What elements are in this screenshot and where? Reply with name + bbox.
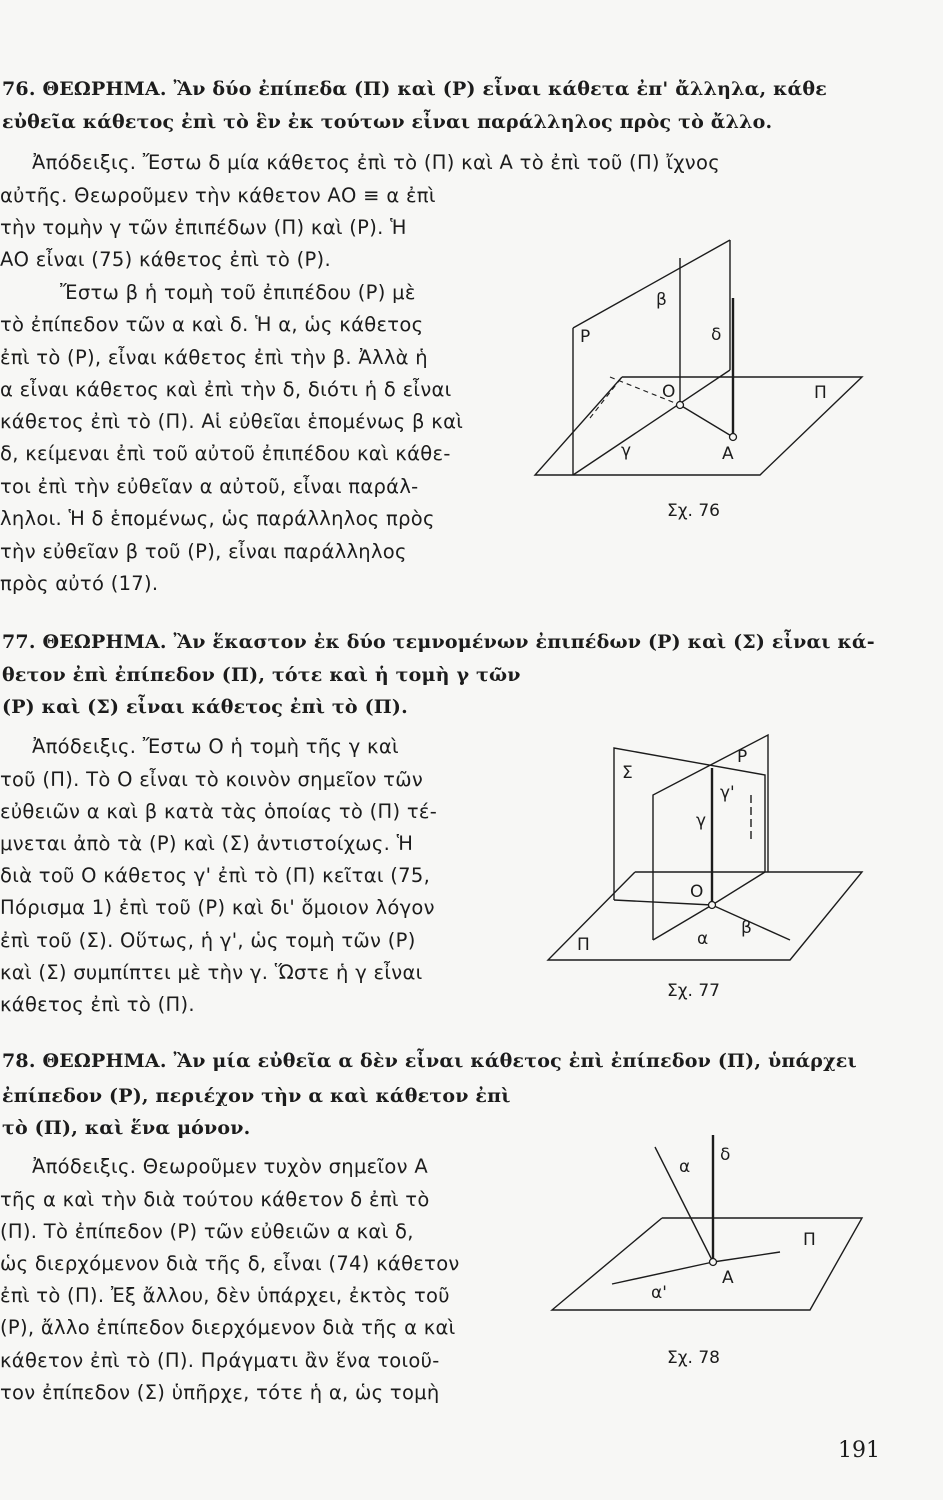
figure-78-point-a — [710, 1259, 717, 1266]
proof-77-line: διὰ τοῦ Ο κάθετος γ' ἐπὶ τὸ (Π) κεῖται (75, — [0, 864, 431, 887]
figure-77-label: γ' — [720, 783, 735, 803]
proof-76-line: κάθετος ἐπὶ τὸ (Π). Αἱ εὐθεῖαι ἑπομένως β καὶ — [0, 410, 464, 433]
proof-77-line: καὶ (Σ) συμπίπτει μὲ τὴν γ. Ὥστε ἡ γ εἶναι — [0, 961, 423, 984]
proof-76-line: τὸ ἐπίπεδον τῶν α καὶ δ. Ἡ α, ὡς κάθετος — [0, 313, 424, 336]
proof-76-line: ἐπὶ τὸ (Ρ), εἶναι κάθετος ἐπὶ τὴν β. Ἀλλὰ ἡ — [0, 346, 428, 369]
proof-76-first-line: Ἀπόδειξις. Ἔστω δ μία κάθετος ἐπὶ τὸ (Π) καὶ Α τὸ ἐπὶ τοῦ (Π) ἴχνος — [32, 151, 720, 174]
figure-76-label: Ρ — [580, 327, 591, 347]
page-number: 191 — [838, 1438, 880, 1463]
proof-76-line: ΑΟ εἶναι (75) κάθετος ἐπὶ τὸ (Ρ). — [0, 248, 331, 271]
figure-76-label: Α — [722, 444, 734, 464]
proof-76-line: τὴν εὐθεῖαν β τοῦ (Ρ), εἶναι παράλληλος — [0, 540, 407, 563]
proof-76-line: τοι ἐπὶ τὴν εὐθεῖαν α αὐτοῦ, εἶναι παράλ- — [0, 475, 419, 498]
proof-77-line: ἐπὶ τοῦ (Σ). Οὕτως, ἡ γ', ὡς τομὴ τῶν (Ρ) — [0, 929, 416, 952]
proof-76-line: τὴν τομὴν γ τῶν ἐπιπέδων (Π) καὶ (Ρ). Ἡ — [0, 216, 407, 239]
theorem-77-line-1: 77. ΘΕΩΡΗΜΑ. Ἂν ἕκαστον ἐκ δύο τεμνομένων ἐπιπέδων (Ρ) καὶ (Σ) εἶναι κά- — [2, 631, 875, 653]
figure-76-label: β — [656, 290, 667, 310]
theorem-77-line-2: θετον ἐπὶ ἐπίπεδον (Π), τότε καὶ ἡ τομὴ γ τῶν — [2, 664, 521, 686]
theorem-78-line-1: 78. ΘΕΩΡΗΜΑ. Ἂν μία εὐθεῖα α δὲν εἶναι κάθετος ἐπὶ ἐπίπεδον (Π), ὑπάρχει — [2, 1050, 857, 1072]
figure-78-line-alpha-prime — [612, 1262, 713, 1284]
figure-77-label: β — [741, 918, 752, 938]
figure-76-label: δ — [711, 325, 722, 345]
proof-78-line: ἐπὶ τὸ (Π). Ἐξ ἄλλου, δὲν ὑπάρχει, ἐκτὸς τοῦ — [0, 1284, 450, 1307]
proof-78-line: (Π). Τὸ ἐπίπεδον (Ρ) τῶν εὐθειῶν α καὶ δ, — [0, 1220, 414, 1243]
figure-78-line-alpha-prime — [713, 1252, 780, 1262]
proof-78-line: Ἀπόδειξις. Θεωροῦμεν τυχὸν σημεῖον Α — [32, 1155, 428, 1178]
figure-77-label: γ — [696, 811, 707, 831]
proof-78-line: τον ἐπίπεδον (Σ) ὑπῆρχε, τότε ἡ α, ὡς τομὴ — [0, 1381, 440, 1404]
proof-76-line: αὐτῆς. Θεωροῦμεν τὴν κάθετον ΑΟ ≡ α ἐπὶ — [0, 184, 436, 207]
proof-78-line: (Ρ), ἄλλο ἐπίπεδον διερχόμενον διὰ τῆς α καὶ — [0, 1316, 456, 1339]
proof-76-line: ληλοι. Ἡ δ ἑπομένως, ὡς παράλληλος πρὸς — [0, 507, 435, 530]
proof-76-line: α εἶναι κάθετος καὶ ἐπὶ τὴν δ, διότι ἡ δ εἶναι — [0, 378, 452, 401]
proof-77-line: τοῦ (Π). Τὸ Ο εἶναι τὸ κοινὸν σημεῖον τῶν — [0, 768, 424, 791]
figure-78-label: α — [679, 1157, 691, 1177]
figure-78-caption: Σχ. 78 — [667, 1348, 721, 1368]
proof-77-line: μνεται ἀπὸ τὰ (Ρ) καὶ (Σ) ἀντιστοίχως. Ἡ — [0, 832, 414, 855]
proof-77-line: Πόρισμα 1) ἐπὶ τοῦ (Ρ) καὶ δι' ὅμοιον λόγον — [0, 896, 435, 919]
figure-77-label: Σ — [622, 763, 633, 783]
proof-76-line: πρὸς αὐτό (17). — [0, 572, 159, 595]
theorem-76-line-1: 76. ΘΕΩΡΗΜΑ. Ἂν δύο ἐπίπεδα (Π) καὶ (Ρ) εἶναι κάθετα ἐπ' ἄλληλα, κάθε — [2, 78, 827, 100]
figure-78-label: α' — [651, 1283, 667, 1303]
figure-78-label: Π — [803, 1230, 816, 1250]
figure-77-caption: Σχ. 77 — [667, 981, 721, 1001]
figure-76-label: Ο — [662, 382, 676, 402]
figure-76-label: γ — [621, 441, 632, 461]
proof-78-line: κάθετον ἐπὶ τὸ (Π). Πράγματι ἂν ἕνα τοιοῦ- — [0, 1349, 440, 1372]
theorem-77-line-3: (Ρ) καὶ (Σ) εἶναι κάθετος ἐπὶ τὸ (Π). — [2, 696, 408, 718]
proof-77-line: Ἀπόδειξις. Ἔστω Ο ἡ τομὴ τῆς γ καὶ — [32, 735, 399, 758]
theorem-78-line-3: τὸ (Π), καὶ ἕνα μόνον. — [2, 1117, 251, 1139]
figure-78-label: Α — [722, 1268, 734, 1288]
figure-77-label: Ο — [690, 882, 704, 902]
figure-77-label: Π — [577, 935, 590, 955]
theorem-78-line-2: ἐπίπεδον (Ρ), περιέχον τὴν α καὶ κάθετον ἐπὶ — [2, 1085, 511, 1107]
figure-77-label: Ρ — [737, 747, 748, 767]
proof-76-line: Ἔστω β ἡ τομὴ τοῦ ἐπιπέδου (Ρ) μὲ — [60, 281, 416, 304]
proof-77-line: εὐθειῶν α καὶ β κατὰ τὰς ὁποίας τὸ (Π) τέ- — [0, 800, 438, 823]
proof-78-line: τῆς α καὶ τὴν διὰ τούτου κάθετον δ ἐπὶ τὸ — [0, 1188, 430, 1211]
figure-78-label: δ — [720, 1145, 731, 1165]
proof-77-line: κάθετος ἐπὶ τὸ (Π). — [0, 993, 195, 1016]
proof-76-line: δ, κείμεναι ἐπὶ τοῦ αὐτοῦ ἐπιπέδου καὶ κάθε- — [0, 442, 451, 465]
figure-77-label: α — [697, 929, 709, 949]
figure-76-caption: Σχ. 76 — [667, 501, 721, 521]
theorem-76-line-2: εὐθεῖα κάθετος ἐπὶ τὸ ἓν ἐκ τούτων εἶναι παράλληλος πρὸς τὸ ἄλλο. — [2, 111, 773, 133]
proof-78-line: ὡς διερχόμενον διὰ τῆς δ, εἶναι (74) κάθετον — [0, 1252, 460, 1275]
figure-76-label: Π — [814, 383, 827, 403]
